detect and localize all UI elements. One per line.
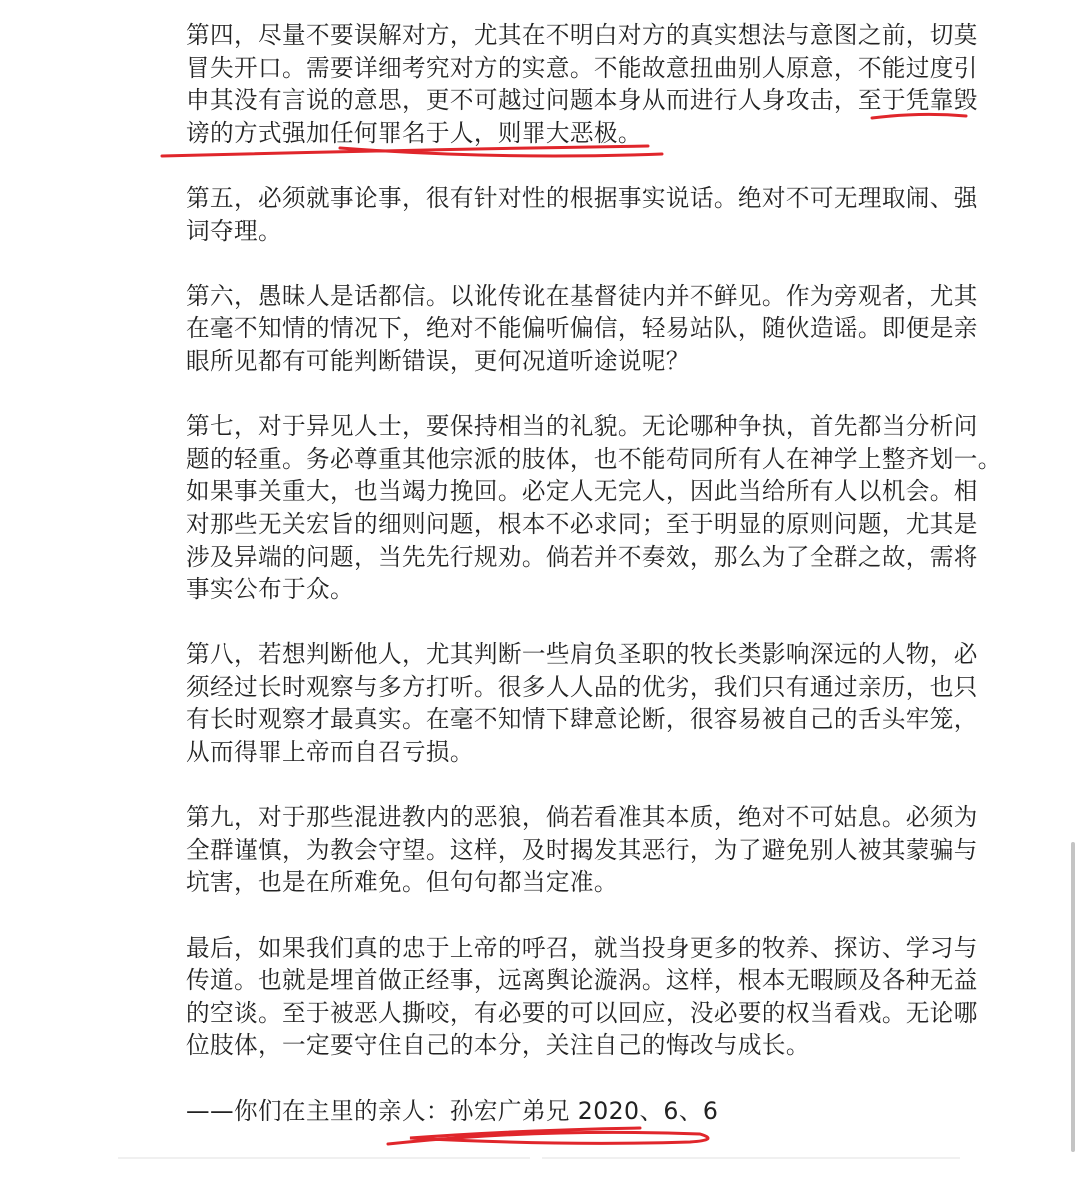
paragraph <box>186 932 976 1062</box>
text-line: 第八，若想判断他人，尤其判断一些肩负圣职的牧长类影响深远的人物，必 <box>186 640 978 669</box>
scrollbar[interactable] <box>1071 842 1075 1152</box>
text-line: 的空谈。至于被恶人撕咬，有必要的可以回应，没必要的权当看戏。无论哪 <box>186 998 978 1027</box>
text-line: 最后，如果我们真的忠于上帝的呼召，就当投身更多的牧养、探访、学习与 <box>186 933 978 962</box>
paragraph <box>186 280 976 378</box>
article-body <box>186 19 1002 1160</box>
text-line: 全群谨慎，为教会守望。这样，及时揭发其恶行，为了避免别人被其蒙骗与 <box>186 835 978 864</box>
text-line: 第六，愚昧人是话都信。以讹传讹在基督徒内并不鲜见。作为旁观者，尤其 <box>186 281 978 310</box>
text-line: 词夺理。 <box>186 216 282 245</box>
text-line: 坑害，也是在所难免。但句句都当定准。 <box>186 868 618 897</box>
text-line: 谤的方式强加任何罪名于人，则罪大恶极。 <box>186 118 642 147</box>
text-line: 传道。也就是埋首做正经事，远离舆论漩涡。这样，根本无暇顾及各种无益 <box>186 966 978 995</box>
text-line: 涉及异端的问题，当先先行规劝。倘若并不奏效，那么为了全群之故，需将 <box>186 542 978 571</box>
text-line: 如果事关重大，也当竭力挽回。必定人无完人，因此当给所有人以机会。相 <box>186 477 978 506</box>
text-line: 从而得罪上帝而自召亏损。 <box>186 738 474 767</box>
text-line: ——你们在主里的亲人：孙宏广弟兄 2020、6、6 <box>186 1096 719 1125</box>
text-line: 在毫不知情的情况下，绝对不能偏听偏信，轻易站队，随伙造谣。即便是亲 <box>186 314 978 343</box>
text-line: 第七，对于异见人士，要保持相当的礼貌。无论哪种争执，首先都当分析问 <box>186 412 978 441</box>
text-line: 对那些无关宏旨的细则问题，根本不必求同；至于明显的原则问题，尤其是 <box>186 509 978 538</box>
paragraph <box>186 182 976 247</box>
divider-right <box>542 1157 960 1159</box>
text-line: 事实公布于众。 <box>186 575 354 604</box>
text-line: 第五，必须就事论事，很有针对性的根据事实说话。绝对不可无理取闹、强 <box>186 183 978 212</box>
text-line: 须经过长时观察与多方打听。很多人人品的优劣，我们只有通过亲历，也只 <box>186 672 978 701</box>
text-line: 有长时观察才最真实。在毫不知情下肆意论断，很容易被自己的舌头牢笼， <box>186 705 978 734</box>
paragraph <box>186 19 976 149</box>
text-line: 题的轻重。务必尊重其他宗派的肢体，也不能苟同所有人在神学上整齐划一。 <box>186 444 1002 473</box>
divider-left <box>118 1157 530 1159</box>
text-line: 第四，尽量不要误解对方，尤其在不明白对方的真实想法与意图之前，切莫 <box>186 21 978 49</box>
text-line: 冒失开口。需要详细考究对方的实意。不能故意扭曲别人原意，不能过度引 <box>186 53 978 82</box>
text-line: 位肢体，一定要守住自己的本分，关注自己的悔改与成长。 <box>186 1031 810 1060</box>
paragraph <box>186 801 976 899</box>
signature <box>186 1095 976 1128</box>
paragraph <box>186 638 976 768</box>
paragraph <box>186 410 1002 606</box>
text-line: 申其没有言说的意思，更不可越过问题本身从而进行人身攻击，至于凭靠毁 <box>186 86 978 115</box>
text-line: 眼所见都有可能判断错误，更何况道听途说呢？ <box>186 346 690 375</box>
text-line: 第九，对于那些混进教内的恶狼，倘若看准其本质，绝对不可姑息。必须为 <box>186 803 978 832</box>
